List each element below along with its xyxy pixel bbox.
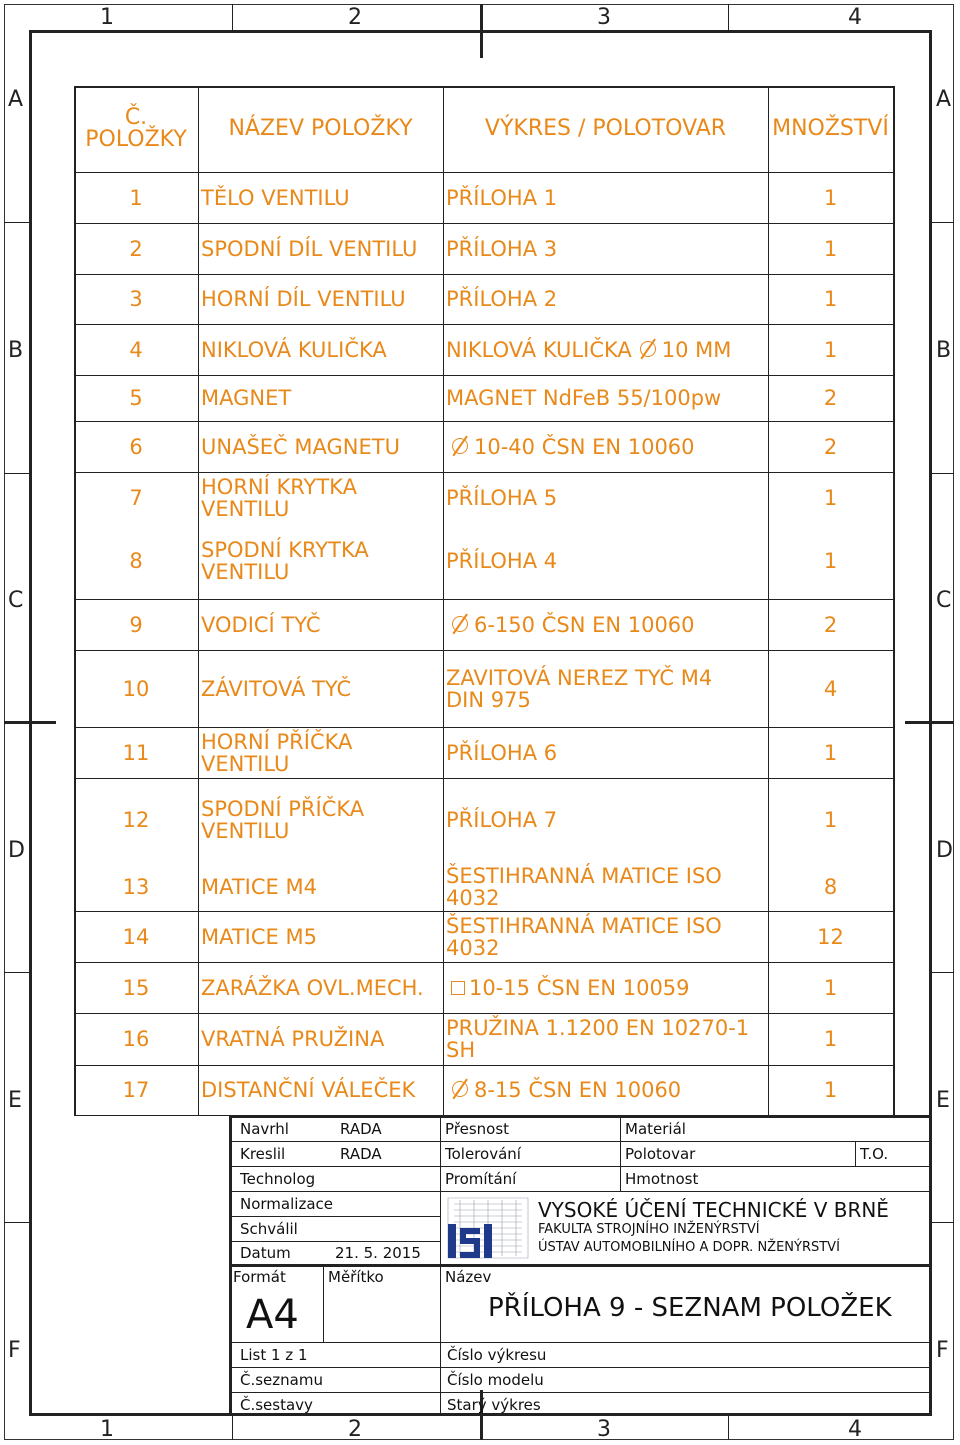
table-row-name: HORNÍ DÍL VENTILU bbox=[201, 287, 406, 311]
diameter-icon bbox=[452, 616, 468, 632]
zone-col-2-top: 2 bbox=[348, 5, 362, 30]
table-row-quantity: 8 bbox=[823, 874, 838, 899]
table-row-drawing: 8-15 ČSN EN 10060 bbox=[446, 1065, 768, 1115]
presnost-label: Přesnost bbox=[445, 1120, 510, 1138]
zone-row-e-right: E bbox=[936, 1088, 950, 1113]
table-row-drawing: ŠESTIHRANNÁ MATICE ISO 4032 bbox=[446, 913, 722, 960]
to-label: T.O. bbox=[860, 1145, 889, 1163]
promitani-label: Promítání bbox=[445, 1170, 517, 1188]
table-row-quantity: 12 bbox=[817, 924, 844, 949]
table-row-drawing: PŘÍLOHA 1 bbox=[446, 185, 558, 210]
table-row-quantity: 1 bbox=[823, 287, 838, 311]
table-row-number: 11 bbox=[122, 740, 150, 765]
table-row-number: 1 bbox=[129, 185, 143, 210]
navrhl-value: RADA bbox=[340, 1120, 382, 1138]
table-row-quantity: 1 bbox=[823, 1078, 838, 1102]
table-row-quantity: 2 bbox=[823, 612, 838, 637]
zone-row-d-left: D bbox=[8, 838, 25, 863]
table-row-name: SPODNÍ DÍL VENTILU bbox=[201, 236, 418, 261]
zone-col-4-bottom: 4 bbox=[848, 1417, 862, 1442]
table-row-number: 9 bbox=[129, 612, 143, 637]
table-row-name: MATICE M4 bbox=[201, 874, 317, 899]
header-item-number: Č. POLOŽKY bbox=[85, 105, 187, 152]
table-row-drawing: PŘÍLOHA 7 bbox=[446, 808, 558, 832]
table-row-name: HORNÍ PŘÍČKA VENTILU bbox=[201, 729, 353, 776]
format-label: Formát bbox=[233, 1268, 286, 1286]
diameter-icon bbox=[452, 1081, 468, 1097]
table-row-number: 4 bbox=[129, 337, 143, 362]
header-quantity: MNOŽSTVÍ bbox=[772, 116, 889, 141]
cseznamu-label: Č.seznamu bbox=[240, 1371, 323, 1389]
table-row-name: SPODNÍ PŘÍČKA VENTILU bbox=[201, 797, 365, 843]
navrhl-label: Navrhl bbox=[240, 1120, 289, 1138]
table-row-drawing: 10-15 ČSN EN 10059 bbox=[435, 962, 757, 1013]
school-name: VYSOKÉ ÚČENÍ TECHNICKÉ V BRNĚ bbox=[538, 1198, 889, 1222]
table-row-number: 15 bbox=[122, 975, 150, 1000]
table-row-number: 12 bbox=[122, 808, 150, 832]
list-label: List 1 z 1 bbox=[240, 1346, 308, 1364]
zone-col-3-bottom: 3 bbox=[597, 1417, 611, 1442]
hmotnost-label: Hmotnost bbox=[625, 1170, 699, 1188]
table-row-quantity: 1 bbox=[823, 808, 838, 832]
table-row-name: VRATNÁ PRUŽINA bbox=[201, 1027, 385, 1051]
table-row-name: ZARÁŽKA OVL.MECH. bbox=[201, 975, 424, 1000]
zone-row-b-right: B bbox=[936, 338, 952, 363]
zone-row-d-right: D bbox=[936, 838, 953, 863]
datum-label: Datum bbox=[240, 1244, 291, 1262]
polotovar-label: Polotovar bbox=[625, 1145, 696, 1163]
table-row-number: 6 bbox=[129, 434, 143, 459]
table-row-quantity: 1 bbox=[823, 740, 838, 765]
table-row-name: MATICE M5 bbox=[201, 924, 317, 949]
stary-vykres-label: Starý výkres bbox=[447, 1396, 541, 1414]
table-row-quantity: 1 bbox=[823, 185, 838, 210]
normalizace-label: Normalizace bbox=[240, 1195, 333, 1213]
zone-col-4-top: 4 bbox=[848, 5, 862, 30]
table-row-number: 8 bbox=[129, 549, 143, 573]
table-row-quantity: 2 bbox=[823, 434, 838, 459]
table-row-number: 7 bbox=[129, 485, 143, 510]
table-row-quantity: 1 bbox=[823, 1027, 838, 1051]
table-row-name: NIKLOVÁ KULIČKA bbox=[201, 337, 387, 362]
zone-col-1-top: 1 bbox=[100, 5, 114, 30]
diameter-icon bbox=[452, 438, 468, 454]
table-row-name: DISTANČNÍ VÁLEČEK bbox=[201, 1078, 416, 1102]
table-row-drawing: PŘÍLOHA 4 bbox=[446, 549, 558, 573]
cislo-modelu-label: Číslo modelu bbox=[447, 1371, 544, 1389]
nazev-label: Název bbox=[445, 1268, 492, 1286]
zone-col-1-bottom: 1 bbox=[100, 1417, 114, 1442]
square-icon bbox=[451, 981, 465, 995]
table-row-quantity: 1 bbox=[823, 485, 838, 510]
table-row-drawing: 10-40 ČSN EN 10060 bbox=[446, 421, 768, 472]
table-row-quantity: 2 bbox=[823, 386, 838, 410]
format-value: A4 bbox=[246, 1292, 299, 1338]
zone-row-a-left: A bbox=[8, 87, 24, 112]
cislo-vykresu-label: Číslo výkresu bbox=[447, 1346, 547, 1364]
kreslil-value: RADA bbox=[340, 1145, 382, 1163]
table-row-number: 13 bbox=[122, 874, 150, 899]
zone-row-e-left: E bbox=[8, 1088, 22, 1113]
zone-row-b-left: B bbox=[8, 338, 24, 363]
table-row-drawing: 6-150 ČSN EN 10060 bbox=[446, 599, 768, 650]
header-item-name: NÁZEV POLOŽKY bbox=[228, 116, 413, 141]
table-row-drawing: ZAVITOVÁ NEREZ TYČ M4 DIN 975 bbox=[446, 665, 713, 712]
institute-name: ÚSTAV AUTOMOBILNÍHO A DOPR. NŽENÝRSTVÍ bbox=[538, 1240, 840, 1255]
table-row-name: HORNÍ KRYTKA VENTILU bbox=[201, 474, 357, 521]
datum-value: 21. 5. 2015 bbox=[335, 1244, 421, 1262]
table-row-name: VODICÍ TYČ bbox=[201, 612, 321, 637]
zone-row-a-right: A bbox=[936, 87, 952, 112]
table-row-drawing: PŘÍLOHA 2 bbox=[446, 287, 558, 311]
material-label: Materiál bbox=[625, 1120, 686, 1138]
table-row-drawing: MAGNET NdFeB 55/100pw bbox=[446, 386, 722, 410]
table-row-number: 10 bbox=[122, 676, 150, 701]
table-row-drawing: PŘÍLOHA 6 bbox=[446, 740, 558, 765]
zone-row-c-left: C bbox=[8, 588, 24, 613]
header-drawing: VÝKRES / POLOTOVAR bbox=[484, 116, 727, 141]
table-row-drawing: PŘÍLOHA 3 bbox=[446, 236, 558, 261]
table-row-name: ZÁVITOVÁ TYČ bbox=[201, 676, 352, 701]
zone-col-3-top: 3 bbox=[597, 5, 611, 30]
zone-col-2-bottom: 2 bbox=[348, 1417, 362, 1442]
table-row-number: 2 bbox=[129, 236, 143, 261]
meritko-label: Měřítko bbox=[328, 1268, 384, 1286]
schvalil-label: Schválil bbox=[240, 1220, 298, 1238]
table-row-quantity: 4 bbox=[823, 676, 838, 701]
university-logo bbox=[444, 1194, 532, 1262]
table-row-name: SPODNÍ KRYTKA VENTILU bbox=[201, 538, 369, 584]
zone-row-c-right: C bbox=[936, 588, 952, 613]
table-row-number: 5 bbox=[129, 386, 143, 410]
diameter-icon bbox=[640, 341, 656, 357]
faculty-name: FAKULTA STROJNÍHO INŽENÝRSTVÍ bbox=[538, 1222, 760, 1237]
table-row-number: 3 bbox=[129, 287, 143, 311]
table-row-quantity: 1 bbox=[823, 549, 838, 573]
table-row-number: 16 bbox=[122, 1027, 150, 1051]
table-row-number: 14 bbox=[122, 924, 150, 949]
zone-row-f-right: F bbox=[936, 1338, 949, 1363]
csestavy-label: Č.sestavy bbox=[240, 1396, 313, 1414]
table-row-name: TĚLO VENTILU bbox=[201, 185, 350, 210]
tolerovani-label: Tolerování bbox=[445, 1145, 521, 1163]
table-row-name: MAGNET bbox=[201, 386, 292, 410]
technolog-label: Technolog bbox=[240, 1170, 316, 1188]
kreslil-label: Kreslil bbox=[240, 1145, 286, 1163]
table-row-drawing: PŘÍLOHA 5 bbox=[446, 485, 558, 510]
table-row-quantity: 1 bbox=[823, 236, 838, 261]
table-row-number: 17 bbox=[122, 1078, 150, 1102]
table-row-quantity: 1 bbox=[823, 975, 838, 1000]
table-row-drawing: NIKLOVÁ KULIČKA 10 MM bbox=[446, 337, 732, 362]
table-row-quantity: 1 bbox=[823, 337, 838, 362]
table-row-drawing: PRUŽINA 1.1200 EN 10270-1 SH bbox=[446, 1016, 750, 1062]
drawing-title: PŘÍLOHA 9 - SEZNAM POLOŽEK bbox=[488, 1293, 892, 1323]
zone-row-f-left: F bbox=[8, 1338, 21, 1363]
table-row-drawing: ŠESTIHRANNÁ MATICE ISO 4032 bbox=[446, 863, 722, 910]
table-row-name: UNAŠEČ MAGNETU bbox=[201, 434, 400, 459]
